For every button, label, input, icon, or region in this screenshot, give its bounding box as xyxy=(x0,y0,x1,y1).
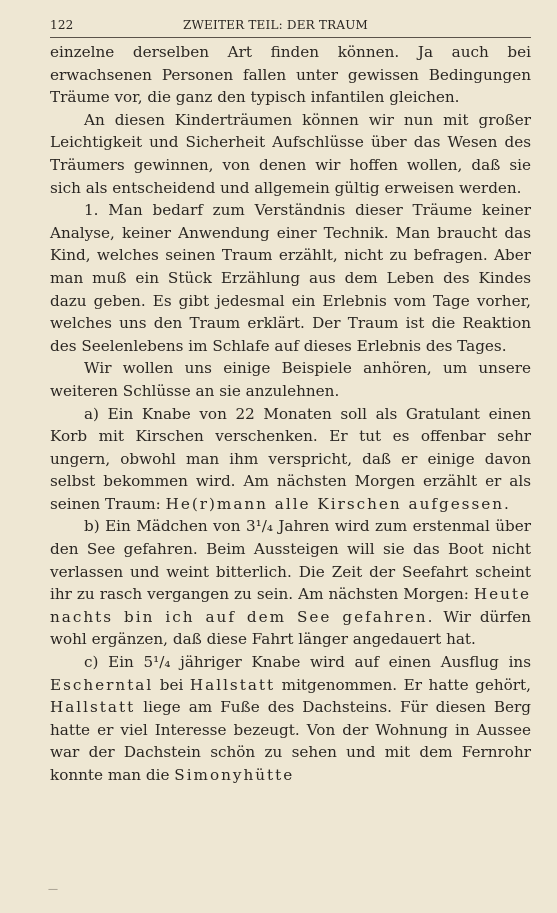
paragraph xyxy=(50,515,531,651)
emphasized-text: Simonyhütte xyxy=(174,766,295,784)
running-title: ZWEITER TEIL: DER TRAUM xyxy=(182,18,369,32)
paragraph xyxy=(50,41,531,109)
paragraph xyxy=(50,109,531,199)
paragraph xyxy=(50,403,531,516)
paragraph xyxy=(50,357,531,402)
page-number: 122 xyxy=(50,18,74,32)
paragraph xyxy=(50,651,531,787)
paragraph xyxy=(50,199,531,357)
text-run: liege am Fuße des Dachsteins. Für diesen Berg hatte er viel Interesse bezeugt. Von der Wohnung in Aussee war der Dachstein schön zu sehen und mit dem Fernrohr konnte man die xyxy=(50,698,531,784)
text-run: bei xyxy=(153,675,190,694)
printer-mark: — xyxy=(48,884,58,895)
emphasized-text: Hallstatt xyxy=(189,675,276,694)
page-header xyxy=(50,18,531,32)
text-run: 1. Man bedarf zum Verständnis dieser Träume keiner Analyse, keiner Anwendung einer Technik. Man braucht das Kind, welches seinen Traum erzählt, nicht zu befragen. Aber man muß ein Stück Erzählung aus dem Leben des Kindes dazu geben. Es gibt jedesmal ein Erlebnis vom Tage vorher, welches uns den Traum erklärt. Der Traum ist die Reaktion des Seelenlebens im Schlafe auf dieses Erlebnis des Tages. xyxy=(50,201,531,355)
text-run: c) Ein 5¹/₄ jähriger Knabe wird auf einen Ausflug ins xyxy=(84,653,531,672)
text-run: a) Ein Knabe von 22 Monaten soll als Gratulant einen Korb mit Kirschen verschenken. Er tut es offenbar sehr ungern, obwohl man ihm verspricht, daß er einige davon selbst bekommen wird. Am nächsten Morgen erzählt er als seinen Traum: xyxy=(50,404,531,513)
text-run: An diesen Kinderträumen können wir nun mit großer Leichtigkeit und Sicherheit Aufschlüsse über das Wesen des Träumers gewinnen, von denen wir hoffen wollen, daß sie sich als entscheidend und allgemein gültig erweisen werden. xyxy=(50,110,531,197)
text-run: Wir wollen uns einige Beispiele anhören, um unsere weiteren Schlüsse an sie anzulehnen. xyxy=(50,359,531,400)
emphasized-text: Heute nachts bin ich auf dem See gefahren. xyxy=(50,585,531,626)
header-rule xyxy=(50,37,531,38)
emphasized-text: Hallstatt xyxy=(50,698,136,717)
text-run: b) Ein Mädchen von 3¹/₄ Jahren wird zum erstenmal über den See gefahren. Beim Aussteigen will sie das Boot nicht verlassen und weint bitterlich. Die Zeit der Seefahrt scheint ihr zu rasch vergangen zu sein. Am nächsten Morgen: xyxy=(50,517,531,604)
body-text xyxy=(50,41,531,787)
text-run: Wir dürfen wohl ergänzen, daß diese Fahrt länger angedauert hat. xyxy=(50,607,531,649)
emphasized-text: Escherntal xyxy=(50,675,154,694)
emphasized-text: He(r)mann alle Kirschen aufgessen. xyxy=(165,494,511,513)
text-run: mitgenommen. Er hatte gehört, xyxy=(275,675,531,694)
text-run: einzelne derselben Art finden können. Ja auch bei erwachsenen Personen fallen unter gewissen Bedingungen Träume vor, die ganz den typisch infantilen gleichen. xyxy=(50,43,531,107)
